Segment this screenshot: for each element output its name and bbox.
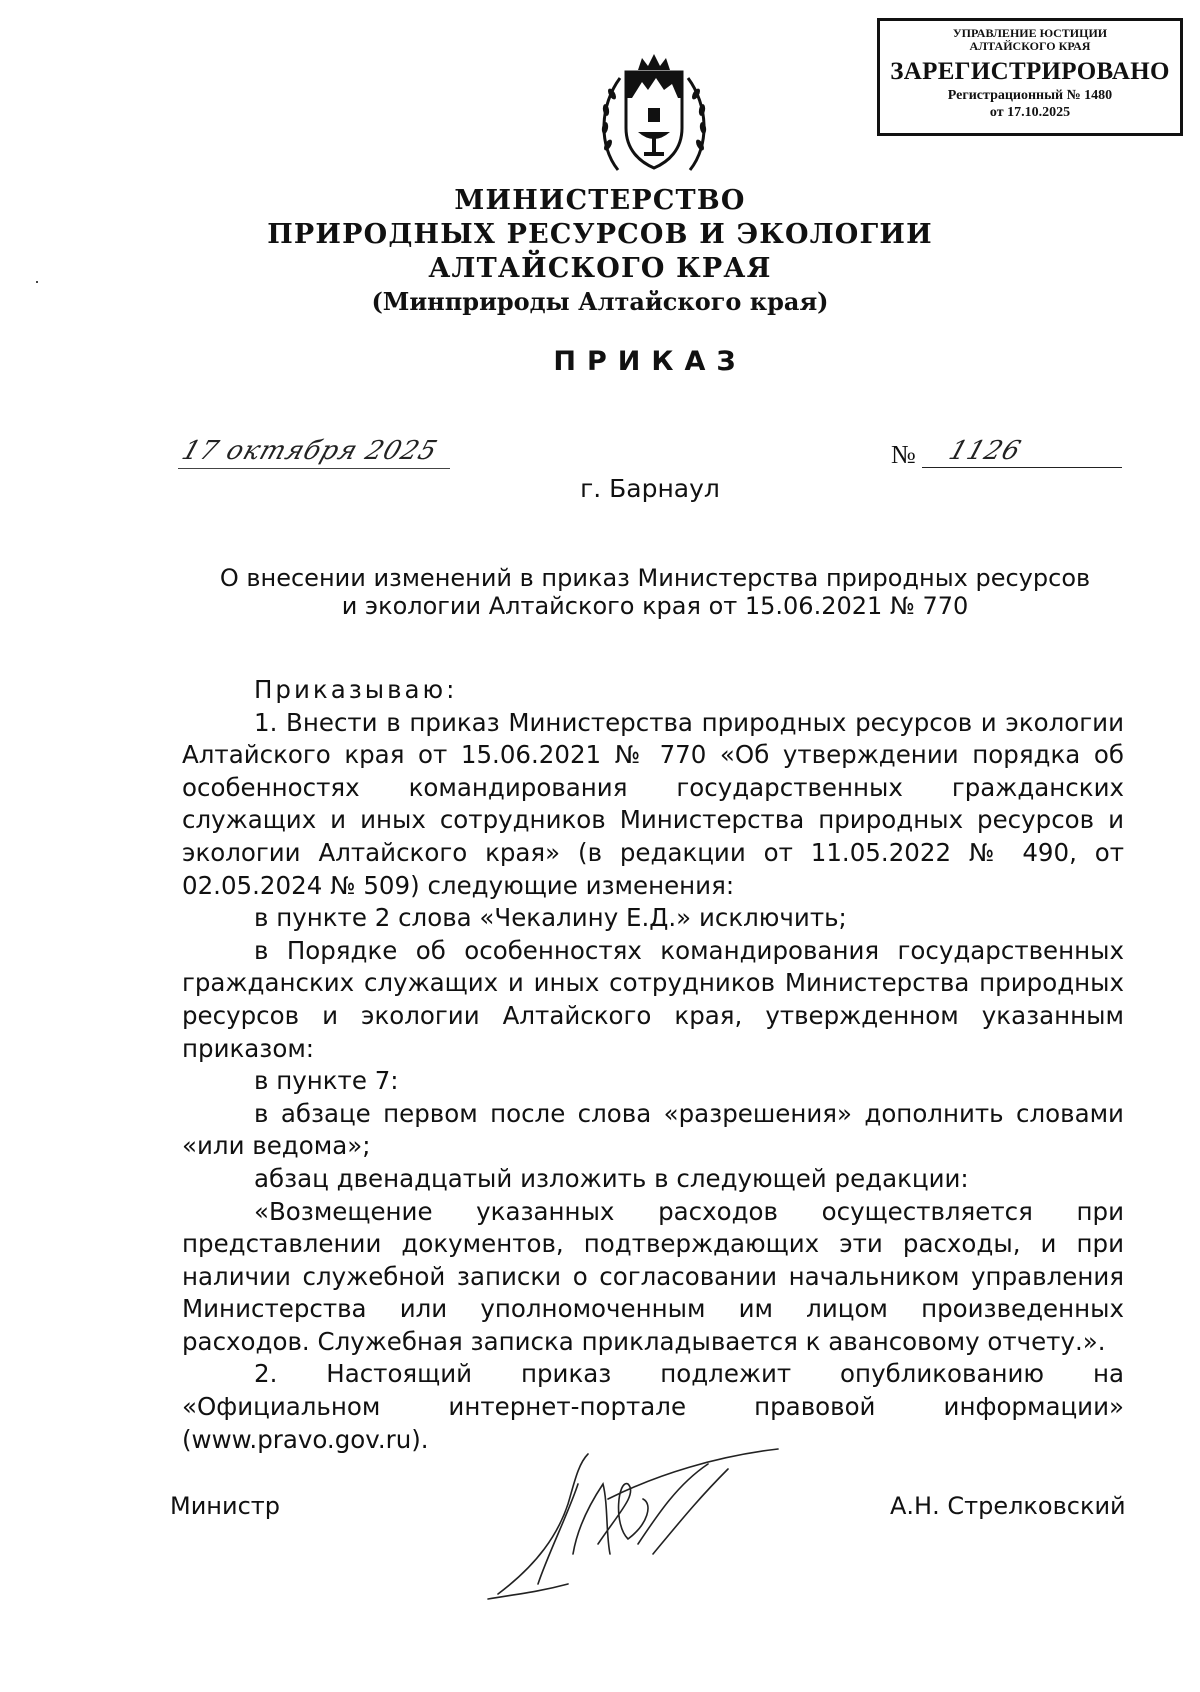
stamp-reg-number: Регистрационный № 1480 bbox=[947, 88, 1113, 103]
date-underline bbox=[178, 468, 450, 469]
document-body bbox=[182, 674, 1124, 1456]
document-title-line2: и экологии Алтайского края от 15.06.2021 № 770 bbox=[341, 592, 969, 620]
stamp-org-line2: АЛТАЙСКОГО КРАЯ bbox=[969, 39, 1091, 53]
coat-of-arms-emblem bbox=[598, 50, 710, 180]
paragraph-8: 2. Настоящий приказ подлежит опубликованию на «Официальном интернет-портале правовой информации» (www.pravo.gov.ru). bbox=[182, 1359, 1124, 1454]
stamp-org-line1: УПРАВЛЕНИЕ ЮСТИЦИИ bbox=[952, 26, 1108, 40]
paragraph-1: 1. Внести в приказ Министерства природных ресурсов и экологии Алтайского края от 15.06.2021 № 770 «Об утверждении порядка об особенностях командирования государственных гражданских служащих и иных сотрудников Министерства природных ресурсов и экологии Алтайского края» (в редакции от 11.05.2022 № 490, от 02.05.2024 № 509) следующие изменения: bbox=[182, 707, 1124, 900]
handwritten-number: 1126 bbox=[945, 436, 1026, 466]
handwritten-signature bbox=[478, 1444, 798, 1604]
document-title-line1: О внесении изменений в приказ Министерства природных ресурсов bbox=[219, 564, 1091, 592]
paragraph-4: в пункте 7: bbox=[254, 1066, 399, 1096]
document-title bbox=[0, 564, 1200, 620]
paragraph-6: абзац двенадцатый изложить в следующей редакции: bbox=[254, 1163, 969, 1193]
stamp-reg-date: от 17.10.2025 bbox=[989, 105, 1071, 120]
paragraph-5: в абзаце первом после слова «разрешения» дополнить словами «или ведома»; bbox=[182, 1098, 1124, 1161]
ministry-short-name: (Минприроды Алтайского края) bbox=[371, 287, 829, 316]
signatory-position: Министр bbox=[170, 1492, 281, 1520]
registration-stamp bbox=[877, 18, 1183, 136]
order-intro: Приказываю: bbox=[254, 675, 458, 704]
document-type: ПРИКАЗ bbox=[553, 346, 747, 377]
ministry-title-line2: ПРИРОДНЫХ РЕСУРСОВ И ЭКОЛОГИИ bbox=[267, 219, 933, 250]
paragraph-2: в пункте 2 слова «Чекалину Е.Д.» исключить; bbox=[254, 903, 847, 933]
signatory-name: А.Н. Стрелковский bbox=[890, 1492, 1126, 1520]
stamp-status: ЗАРЕГИСТРИРОВАНО bbox=[890, 58, 1170, 85]
ministry-title-line3: АЛТАЙСКОГО КРАЯ bbox=[428, 253, 772, 284]
handwritten-date: 17 октября 2025 bbox=[178, 436, 442, 466]
number-sign: № bbox=[891, 440, 916, 469]
paragraph-3: в Порядке об особенностях командирования государственных гражданских служащих и иных сотрудников Министерства природных ресурсов и экологии Алтайского края, утвержденном указанным приказом: bbox=[182, 935, 1124, 1063]
number-underline bbox=[922, 467, 1122, 468]
paragraph-7: «Возмещение указанных расходов осуществляется при представлении документов, подтверждающих эти расходы, и при наличии служебной записки о согласовании начальником управления Министерства или уполномоченным им лицом произведенных расходов. Служебная записка прикладывается к авансовому отчету.». bbox=[182, 1196, 1124, 1356]
city: г. Барнаул bbox=[580, 474, 720, 503]
ministry-title-line1: МИНИСТЕРСТВО bbox=[454, 185, 746, 216]
